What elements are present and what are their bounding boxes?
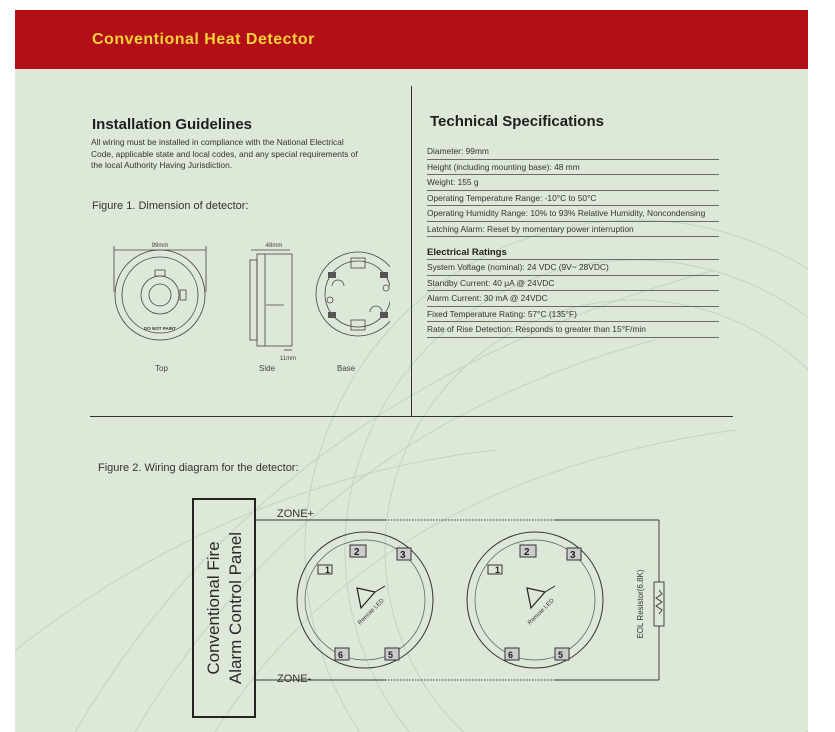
installation-heading: Installation Guidelines xyxy=(92,116,253,133)
eol-resistor-label: EOL Resistor(6.8K) xyxy=(636,569,645,639)
do-not-paint-mark: DO NOT PAINT xyxy=(144,326,176,331)
detector-base-1 xyxy=(297,532,433,668)
side-view-label: Side xyxy=(259,364,276,373)
product-title: Conventional Heat Detector xyxy=(92,31,315,48)
detector-base-2 xyxy=(467,532,603,668)
spec-row: Latching Alarm: Reset by momentary power interruption xyxy=(427,222,719,238)
section-divider xyxy=(90,416,733,417)
terminal-3: 3 xyxy=(570,550,576,561)
base-view-label: Base xyxy=(337,364,356,373)
terminal-1: 1 xyxy=(325,565,331,575)
control-panel-box xyxy=(193,499,255,717)
electrical-row: Rate of Rise Detection: Responds to greater than 15°F/min xyxy=(427,322,719,338)
remote-led-label: Remote LED xyxy=(357,597,386,627)
electrical-row: System Voltage (nominal): 24 VDC (9V~ 28VDC) xyxy=(427,260,719,276)
electrical-row: Standby Current: 40 μA @ 24VDC xyxy=(427,276,719,292)
intro-line: Code, applicable state and local codes, and any special requirements of xyxy=(91,148,358,159)
zone-plus-label: ZONE+ xyxy=(277,508,314,520)
terminal-2: 2 xyxy=(354,547,360,558)
electrical-row: Fixed Temperature Rating: 57°C (135°F) xyxy=(427,307,719,323)
terminal-6: 6 xyxy=(338,650,344,660)
technical-heading: Technical Specifications xyxy=(430,113,604,130)
intro-line: All wiring must be installed in compliance with the National Electrical xyxy=(91,137,344,147)
electrical-heading: Electrical Ratings xyxy=(427,247,507,258)
panel-label-line1: Conventional Fire xyxy=(204,541,223,675)
column-divider xyxy=(411,86,412,416)
terminal-1: 1 xyxy=(495,565,501,575)
height-dim: 48mm xyxy=(265,243,283,249)
datasheet-page xyxy=(15,10,808,732)
figure2-caption: Figure 2. Wiring diagram for the detector: xyxy=(98,462,299,474)
spec-row: Operating Humidity Range: 10% to 93% Relative Humidity, Noncondensing xyxy=(427,206,719,222)
terminal-6: 6 xyxy=(508,650,514,660)
zone-minus-label: ZONE- xyxy=(277,673,312,685)
wiring-diagram xyxy=(185,490,665,732)
terminal-5: 5 xyxy=(388,650,394,660)
spec-row: Height (including mounting base): 48 mm xyxy=(427,160,719,176)
terminal-5: 5 xyxy=(558,650,564,660)
diameter-dim: 99mm xyxy=(151,243,169,249)
electrical-row: Alarm Current: 30 mA @ 24VDC xyxy=(427,291,719,307)
intro-line: the local Authority Having Jurisdiction. xyxy=(91,160,233,170)
figure1-caption: Figure 1. Dimension of detector: xyxy=(92,200,249,212)
remote-led-label: Remote LED xyxy=(527,597,556,627)
terminal-3: 3 xyxy=(400,550,406,561)
spec-row: Operating Temperature Range: -10°C to 50°C xyxy=(427,191,719,207)
detector-dimension-drawing xyxy=(100,232,390,364)
title-banner xyxy=(15,10,808,69)
electrical-table xyxy=(427,259,719,338)
top-view-label: Top xyxy=(155,364,168,373)
spec-row: Weight: 155 g xyxy=(427,175,719,191)
terminal-2: 2 xyxy=(524,547,530,558)
spec-row: Diameter: 99mm xyxy=(427,144,719,160)
panel-label-line2: Alarm Control Panel xyxy=(226,531,245,685)
spec-table xyxy=(427,144,719,237)
installation-intro xyxy=(91,137,411,172)
base-height-dim: 11mm xyxy=(279,356,297,362)
